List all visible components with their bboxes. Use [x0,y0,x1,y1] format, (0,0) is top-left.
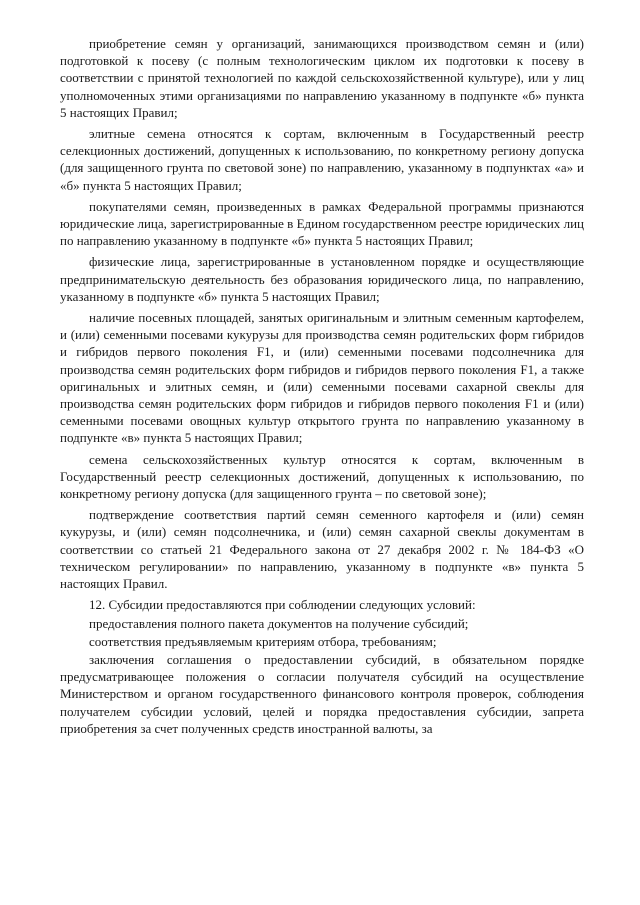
paragraph-full-package: предоставления полного пакета документов на получение субсидий; [89,615,469,631]
paragraph-conformity: подтверждение соответствия партий семян семенного картофеля и (или) семян кукурузы, и (или) семян подсолнечника, и (или) семян сахарной свеклы документам в соответствии со статьей 21 Федерального закона от 27 декабря 2002 г. № 184-ФЗ «О техническом регулировании» по направлению, указанному в подпункте «в» пункта 5 настоящих Правил. [60,507,584,592]
paragraph-sowing-areas: наличие посевных площадей, занятых оригинальным и элитным семенным картофелем, и (или) семенными посевами кукурузы для производства семян родительских форм гибридов и гибридов первого поколения F1, и (или) семенными посевами подсолнечника для производства семян родительских форм гибридов и гибридов первого поколения F1, а также оригинальных и элитных семян, и (или) семенными посевами сахарной свеклы для производства семян родительских форм гибридов и гибридов первого поколения F1 и (или) семенными посевами овощных культур открытого грунта по направлению указанному в подпункте «в» пункта 5 настоящих Правил; [60,310,584,446]
paragraph-seed-purchase: приобретение семян у организаций, занимающихся производством семян и (или) подготовкой к посеву (с полным технологическим циклом их подготовки к посеву в соответствии с принятой технологией по каждой сельскохозяйственной культуре), или у лиц уполномоченных этими организациями по направлению указанному в подпункте «б» пункта 5 настоящих Правил; [60,36,584,120]
paragraph-elite-seeds: элитные семена относятся к сортам, включенным в Государственный реестр селекционных достижений, допущенных к использованию, по конкретному региону допуска (для защищенного грунта по световой зоне) по направлению, указанному в подпунктах «а» и «б» пункта 5 настоящих Правил; [60,126,584,193]
paragraph-agreement: заключения соглашения о предоставлении субсидий, в обязательном порядке предусматривающее положения о согласии получателя субсидий на осуществление Министерством и органом государственного финансового контроля проверок, соблюдения получателем субсидии условий, целей и порядка предоставления субсидии, запрета приобретения за счет полученных средств иностранной валюты, за [60,651,584,736]
paragraph-seed-buyers: покупателями семян, произведенных в рамках Федеральной программы признаются юридические лица, зарегистрированные в Едином государственном реестре юридических лиц по направлению указанному в подпункте «б» пункта 5 настоящих Правил; [60,198,584,249]
paragraph-item-12: 12. Субсидии предоставляются при соблюдении следующих условий: [89,597,476,613]
paragraph-individuals: физические лица, зарегистрированные в установленном порядке и осуществляющие предпринимательскую деятельность без образования юридического лица, по направлению, указанному в подпункте «б» пункта 5 настоящих Правил; [60,254,584,304]
paragraph-criteria: соответствия предъявляемым критериям отбора, требованиям; [89,633,437,649]
paragraph-crop-varieties: семена сельскохозяйственных культур относятся к сортам, включенным в Государственный реестр селекционных достижений, допущенных к использованию, по конкретному региону допуска (для защищенного грунта – по световой зоне); [60,451,584,502]
document-page [60,35,584,741]
